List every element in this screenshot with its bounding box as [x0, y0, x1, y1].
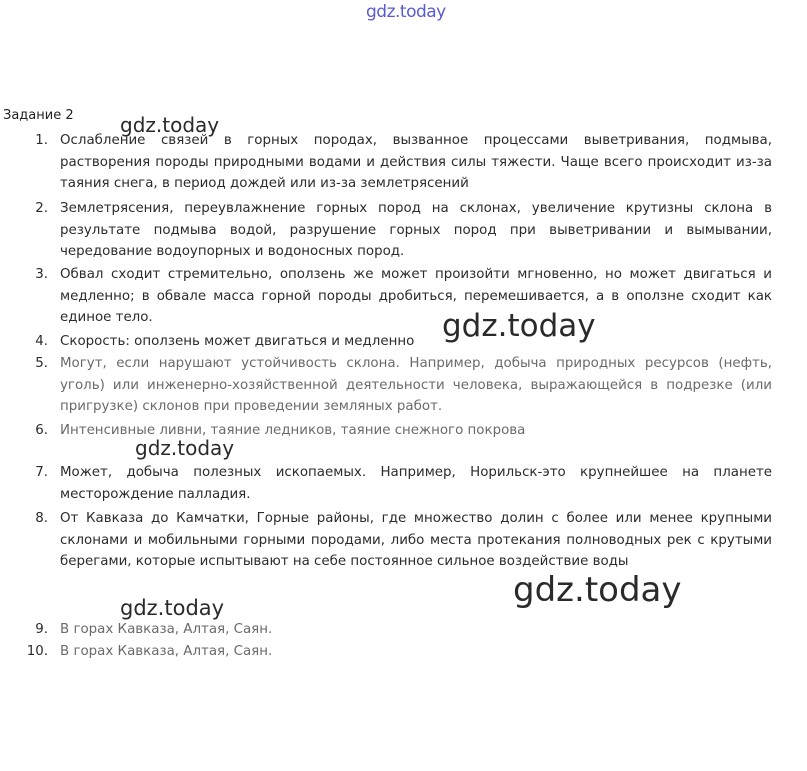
watermark: gdz.today: [366, 2, 446, 22]
watermark: gdz.today: [442, 308, 596, 344]
item-number: 7.: [35, 465, 48, 480]
item-number: 5.: [35, 356, 48, 371]
list-item: [26, 420, 772, 442]
list-item: [26, 264, 772, 329]
list-item: [26, 130, 772, 195]
watermark: gdz.today: [513, 570, 682, 610]
item-number: 1.: [35, 133, 48, 148]
item-text: От Кавказа до Камчатки, Горные районы, где множество долин с более или менее крупными склонами и мобильными горными породами, либо места протекания полноводных рек с крутыми берегами, которые испытывают на себе постоянное сильное воздействие воды: [60, 511, 772, 569]
list-item: [26, 353, 772, 418]
item-number: 8.: [35, 511, 48, 526]
list-item: [26, 508, 772, 573]
item-number: 2.: [35, 201, 48, 216]
item-text: Может, добыча полезных ископаемых. Например, Норильск-это крупнейшее на планете месторождение палладия.: [60, 465, 772, 502]
item-text: Землетрясения, переувлажнение горных пород на склонах, увеличение крутизны склона в результате подмыва водой, разрушение горных пород при выветривании и вымывании, чередование водоупорных и водоносных пород.: [60, 201, 772, 259]
item-text: Ослабление связей в горных породах, вызванное процессами выветривания, подмыва, растворения породы природными водами и действия силы тяжести. Чаще всего происходит из-за таяния снега, в период дождей или из-за землетрясений: [60, 133, 772, 191]
list-item: [26, 331, 772, 353]
item-text: В горах Кавказа, Алтая, Саян.: [60, 644, 273, 659]
item-number: 6.: [35, 423, 48, 438]
item-number: 10.: [26, 644, 48, 659]
list-item: [26, 641, 772, 663]
item-number: 3.: [35, 267, 48, 282]
list-item: [26, 198, 772, 263]
task-title: Задание 2: [3, 108, 74, 123]
list-item: [26, 619, 772, 641]
item-number: 9.: [35, 622, 48, 637]
item-number: 4.: [35, 334, 48, 349]
watermark: gdz.today: [120, 596, 225, 620]
item-text: Могут, если нарушают устойчивость склона. Например, добыча природных ресурсов (нефть, уголь) или инженерно-хозяйственной деятельности человека, выражающейся в подрезке (или пригрузке) склонов при проведении земляных работ.: [60, 356, 772, 414]
item-text: Интенсивные ливни, таяние ледников, таяние снежного покрова: [60, 423, 526, 438]
item-text: Обвал сходит стремительно, оползень же может произойти мгновенно, но может двигаться и медленно; в обвале масса горной породы дробиться, перемешивается, а в оползне сходит как единое тело.: [60, 267, 772, 325]
item-text: Скорость: оползень может двигаться и медленно: [60, 334, 415, 349]
watermark: gdz.today: [120, 113, 220, 137]
watermark: gdz.today: [135, 436, 235, 460]
list-item: [26, 462, 772, 505]
item-text: В горах Кавказа, Алтая, Саян.: [60, 622, 273, 637]
